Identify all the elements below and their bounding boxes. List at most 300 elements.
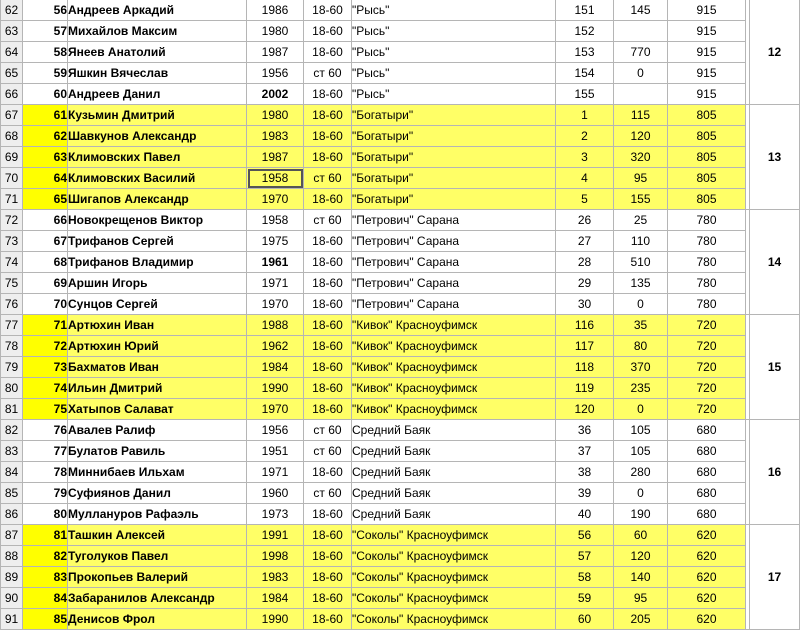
table-row (1, 210, 800, 231)
cell-name[interactable]: Авалев Ралиф (68, 420, 247, 441)
cell-team[interactable]: "Соколы" Красноуфимск (352, 546, 556, 567)
row-header[interactable]: 67 (1, 105, 23, 126)
table-row (1, 315, 800, 336)
cell-number[interactable]: 78 (23, 462, 68, 483)
cell-number[interactable]: 68 (23, 252, 68, 273)
cell-year[interactable]: 1983 (247, 567, 304, 588)
cell-number[interactable]: 84 (23, 588, 68, 609)
cell-team[interactable]: "Петрович" Сарана (352, 294, 556, 315)
cell-team[interactable]: Средний Баяк (352, 462, 556, 483)
table-row (1, 504, 800, 525)
cell-score[interactable]: 280 (614, 462, 668, 483)
cell-category[interactable]: 18-60 (304, 567, 352, 588)
cell-start-number[interactable]: 117 (556, 336, 614, 357)
cell-year[interactable]: 1970 (247, 399, 304, 420)
cell-team-total[interactable]: 620 (668, 588, 746, 609)
cell-team[interactable]: Средний Баяк (352, 483, 556, 504)
cell-team[interactable]: "Петрович" Сарана (352, 252, 556, 273)
cell-team-place[interactable]: 16 (750, 420, 800, 525)
cell-year[interactable]: 1987 (247, 147, 304, 168)
cell-team-total[interactable]: 620 (668, 525, 746, 546)
table-row (1, 231, 800, 252)
cell-name[interactable]: Климовских Василий (68, 168, 247, 189)
table-row (1, 0, 800, 21)
cell-team[interactable]: "Богатыри" (352, 105, 556, 126)
row-header[interactable]: 81 (1, 399, 23, 420)
cell-team-place[interactable]: 13 (750, 105, 800, 210)
cell-start-number[interactable]: 60 (556, 609, 614, 630)
cell-category[interactable]: 18-60 (304, 0, 352, 21)
cell-category[interactable]: 18-60 (304, 357, 352, 378)
cell-team[interactable]: "Соколы" Красноуфимск (352, 525, 556, 546)
cell-category[interactable]: ст 60 (304, 441, 352, 462)
table-row (1, 147, 800, 168)
cell-start-number[interactable]: 120 (556, 399, 614, 420)
table-row (1, 336, 800, 357)
cell-year[interactable]: 1973 (247, 504, 304, 525)
cell-number[interactable]: 83 (23, 567, 68, 588)
row-header[interactable]: 79 (1, 357, 23, 378)
cell-year[interactable]: 1980 (247, 105, 304, 126)
cell-number[interactable]: 60 (23, 84, 68, 105)
cell-number[interactable]: 66 (23, 210, 68, 231)
row-header[interactable]: 90 (1, 588, 23, 609)
cell-team-total[interactable]: 680 (668, 441, 746, 462)
cell-team-total[interactable]: 680 (668, 483, 746, 504)
cell-score[interactable]: 510 (614, 252, 668, 273)
cell-start-number[interactable]: 40 (556, 504, 614, 525)
cell-number[interactable]: 80 (23, 504, 68, 525)
table-row (1, 546, 800, 567)
cell-score[interactable]: 95 (614, 588, 668, 609)
cell-number[interactable]: 79 (23, 483, 68, 504)
cell-team-total[interactable]: 915 (668, 0, 746, 21)
cell-category[interactable]: ст 60 (304, 420, 352, 441)
cell-category[interactable]: 18-60 (304, 105, 352, 126)
row-header[interactable]: 64 (1, 42, 23, 63)
cell-name[interactable]: Забаранилов Александр (68, 588, 247, 609)
cell-team-total[interactable]: 680 (668, 420, 746, 441)
cell-score[interactable]: 155 (614, 189, 668, 210)
row-header[interactable]: 78 (1, 336, 23, 357)
row-header[interactable]: 71 (1, 189, 23, 210)
table-row (1, 105, 800, 126)
row-header[interactable]: 65 (1, 63, 23, 84)
cell-score[interactable]: 110 (614, 231, 668, 252)
cell-start-number[interactable]: 28 (556, 252, 614, 273)
row-header[interactable]: 85 (1, 483, 23, 504)
cell-name[interactable]: Андреев Данил (68, 84, 247, 105)
cell-year[interactable]: 2002 (247, 84, 304, 105)
cell-number[interactable]: 67 (23, 231, 68, 252)
cell-name[interactable]: Сунцов Сергей (68, 294, 247, 315)
row-header[interactable]: 63 (1, 21, 23, 42)
cell-number[interactable]: 63 (23, 147, 68, 168)
cell-score[interactable]: 35 (614, 315, 668, 336)
cell-team-total[interactable]: 915 (668, 21, 746, 42)
cell-number[interactable]: 61 (23, 105, 68, 126)
cell-start-number[interactable]: 59 (556, 588, 614, 609)
cell-team-total[interactable]: 915 (668, 84, 746, 105)
cell-name[interactable]: Артюхин Иван (68, 315, 247, 336)
row-header[interactable]: 88 (1, 546, 23, 567)
cell-start-number[interactable]: 58 (556, 567, 614, 588)
cell-name[interactable]: Новокрещенов Виктор (68, 210, 247, 231)
cell-start-number[interactable]: 30 (556, 294, 614, 315)
cell-start-number[interactable]: 2 (556, 126, 614, 147)
cell-number[interactable]: 81 (23, 525, 68, 546)
cell-start-number[interactable]: 39 (556, 483, 614, 504)
cell-name[interactable]: Артюхин Юрий (68, 336, 247, 357)
cell-number[interactable]: 56 (23, 0, 68, 21)
cell-number[interactable]: 72 (23, 336, 68, 357)
row-header[interactable]: 76 (1, 294, 23, 315)
cell-name[interactable]: Денисов Фрол (68, 609, 247, 630)
cell-team-total[interactable]: 720 (668, 378, 746, 399)
cell-name[interactable]: Прокопьев Валерий (68, 567, 247, 588)
cell-name[interactable]: Михайлов Максим (68, 21, 247, 42)
cell-name[interactable]: Аршин Игорь (68, 273, 247, 294)
cell-score[interactable]: 205 (614, 609, 668, 630)
cell-start-number[interactable]: 38 (556, 462, 614, 483)
cell-team-place[interactable]: 15 (750, 315, 800, 420)
row-header[interactable]: 66 (1, 84, 23, 105)
cell-category[interactable]: ст 60 (304, 483, 352, 504)
cell-category[interactable]: 18-60 (304, 231, 352, 252)
cell-start-number[interactable]: 154 (556, 63, 614, 84)
cell-start-number[interactable]: 3 (556, 147, 614, 168)
cell-year[interactable]: 1991 (247, 525, 304, 546)
cell-score[interactable]: 115 (614, 105, 668, 126)
row-header[interactable]: 86 (1, 504, 23, 525)
cell-name[interactable]: Хатыпов Салават (68, 399, 247, 420)
cell-name[interactable]: Янеев Анатолий (68, 42, 247, 63)
cell-number[interactable]: 65 (23, 189, 68, 210)
cell-number[interactable]: 57 (23, 21, 68, 42)
cell-team-total[interactable]: 680 (668, 462, 746, 483)
cell-year[interactable]: 1998 (247, 546, 304, 567)
row-header[interactable]: 89 (1, 567, 23, 588)
cell-year[interactable]: 1971 (247, 462, 304, 483)
cell-category[interactable]: 18-60 (304, 252, 352, 273)
cell-name[interactable]: Андреев Аркадий (68, 0, 247, 21)
cell-team-total[interactable]: 805 (668, 126, 746, 147)
cell-team[interactable]: "Богатыри" (352, 189, 556, 210)
table-row (1, 357, 800, 378)
cell-start-number[interactable]: 153 (556, 42, 614, 63)
cell-number[interactable]: 71 (23, 315, 68, 336)
cell-team[interactable]: "Петрович" Сарана (352, 231, 556, 252)
cell-year[interactable]: 1984 (247, 357, 304, 378)
selected-cell-year[interactable]: 1958 (247, 168, 304, 189)
cell-category[interactable]: 18-60 (304, 504, 352, 525)
cell-year[interactable]: 1975 (247, 231, 304, 252)
cell-team[interactable]: Средний Баяк (352, 420, 556, 441)
cell-number[interactable]: 75 (23, 399, 68, 420)
table-row (1, 483, 800, 504)
table-row (1, 63, 800, 84)
cell-category[interactable]: 18-60 (304, 21, 352, 42)
row-header[interactable]: 80 (1, 378, 23, 399)
cell-number[interactable]: 62 (23, 126, 68, 147)
cell-score[interactable] (614, 84, 668, 105)
cell-score[interactable]: 135 (614, 273, 668, 294)
cell-category[interactable]: 18-60 (304, 525, 352, 546)
row-header[interactable]: 77 (1, 315, 23, 336)
cell-team-place[interactable]: 17 (750, 525, 800, 630)
cell-category[interactable]: ст 60 (304, 168, 352, 189)
cell-category[interactable]: 18-60 (304, 462, 352, 483)
cell-category[interactable]: 18-60 (304, 189, 352, 210)
cell-start-number[interactable]: 5 (556, 189, 614, 210)
cell-year[interactable]: 1961 (247, 252, 304, 273)
cell-year[interactable]: 1990 (247, 378, 304, 399)
cell-team-total[interactable]: 915 (668, 63, 746, 84)
table-row (1, 588, 800, 609)
cell-start-number[interactable]: 29 (556, 273, 614, 294)
cell-team-total[interactable]: 915 (668, 42, 746, 63)
cell-number[interactable]: 70 (23, 294, 68, 315)
cell-number[interactable]: 76 (23, 420, 68, 441)
cell-score[interactable]: 105 (614, 420, 668, 441)
cell-team-total[interactable]: 780 (668, 294, 746, 315)
cell-team-total[interactable]: 620 (668, 567, 746, 588)
row-header[interactable]: 75 (1, 273, 23, 294)
cell-team[interactable]: "Кивок" Красноуфимск (352, 357, 556, 378)
cell-team[interactable]: "Кивок" Красноуфимск (352, 315, 556, 336)
cell-year[interactable]: 1956 (247, 63, 304, 84)
cell-number[interactable]: 85 (23, 609, 68, 630)
cell-team-total[interactable]: 720 (668, 399, 746, 420)
row-header[interactable]: 73 (1, 231, 23, 252)
cell-team-total[interactable]: 780 (668, 231, 746, 252)
table-row (1, 42, 800, 63)
cell-year[interactable]: 1970 (247, 189, 304, 210)
cell-team-total[interactable]: 780 (668, 252, 746, 273)
row-header[interactable]: 83 (1, 441, 23, 462)
cell-team-total[interactable]: 620 (668, 546, 746, 567)
cell-team-place[interactable]: 14 (750, 210, 800, 315)
cell-score[interactable]: 60 (614, 525, 668, 546)
cell-year[interactable]: 1980 (247, 21, 304, 42)
cell-team[interactable]: "Рысь" (352, 21, 556, 42)
cell-name[interactable]: Миннибаев Ильхам (68, 462, 247, 483)
cell-name[interactable]: Трифанов Сергей (68, 231, 247, 252)
cell-start-number[interactable]: 37 (556, 441, 614, 462)
cell-score[interactable]: 770 (614, 42, 668, 63)
cell-team-total[interactable]: 805 (668, 105, 746, 126)
cell-year[interactable]: 1960 (247, 483, 304, 504)
cell-score[interactable]: 0 (614, 294, 668, 315)
cell-start-number[interactable]: 56 (556, 525, 614, 546)
cell-score[interactable]: 145 (614, 0, 668, 21)
cell-number[interactable]: 59 (23, 63, 68, 84)
cell-score[interactable]: 0 (614, 483, 668, 504)
cell-score[interactable]: 120 (614, 546, 668, 567)
cell-start-number[interactable]: 118 (556, 357, 614, 378)
grid-body (1, 0, 800, 630)
cell-name[interactable]: Булатов Равиль (68, 441, 247, 462)
cell-name[interactable]: Суфиянов Данил (68, 483, 247, 504)
cell-team[interactable]: "Богатыри" (352, 126, 556, 147)
cell-year[interactable]: 1958 (247, 210, 304, 231)
cell-start-number[interactable]: 152 (556, 21, 614, 42)
cell-category[interactable]: 18-60 (304, 399, 352, 420)
cell-number[interactable]: 73 (23, 357, 68, 378)
cell-category[interactable]: ст 60 (304, 210, 352, 231)
cell-team-total[interactable]: 780 (668, 210, 746, 231)
cell-category[interactable]: 18-60 (304, 588, 352, 609)
cell-category[interactable]: 18-60 (304, 546, 352, 567)
cell-team-total[interactable]: 720 (668, 315, 746, 336)
cell-category[interactable]: 18-60 (304, 336, 352, 357)
cell-score[interactable]: 95 (614, 168, 668, 189)
cell-start-number[interactable]: 119 (556, 378, 614, 399)
cell-team[interactable]: "Богатыри" (352, 147, 556, 168)
cell-category[interactable]: 18-60 (304, 609, 352, 630)
cell-team-total[interactable]: 720 (668, 357, 746, 378)
cell-start-number[interactable]: 26 (556, 210, 614, 231)
row-header[interactable]: 74 (1, 252, 23, 273)
cell-year[interactable]: 1988 (247, 315, 304, 336)
cell-score[interactable]: 105 (614, 441, 668, 462)
cell-name[interactable]: Трифанов Владимир (68, 252, 247, 273)
cell-score[interactable]: 80 (614, 336, 668, 357)
cell-number[interactable]: 74 (23, 378, 68, 399)
table-row (1, 441, 800, 462)
cell-year[interactable]: 1986 (247, 0, 304, 21)
cell-category[interactable]: 18-60 (304, 378, 352, 399)
cell-team[interactable]: Средний Баяк (352, 504, 556, 525)
cell-name[interactable]: Шавкунов Александр (68, 126, 247, 147)
cell-score[interactable]: 0 (614, 63, 668, 84)
cell-number[interactable]: 64 (23, 168, 68, 189)
cell-score[interactable]: 140 (614, 567, 668, 588)
cell-team[interactable]: "Петрович" Сарана (352, 273, 556, 294)
cell-start-number[interactable]: 36 (556, 420, 614, 441)
cell-start-number[interactable]: 4 (556, 168, 614, 189)
cell-score[interactable]: 235 (614, 378, 668, 399)
cell-category[interactable]: 18-60 (304, 315, 352, 336)
cell-year[interactable]: 1956 (247, 420, 304, 441)
cell-team[interactable]: "Рысь" (352, 42, 556, 63)
cell-category[interactable]: 18-60 (304, 126, 352, 147)
cell-team-total[interactable]: 805 (668, 147, 746, 168)
cell-name[interactable]: Яшкин Вячеслав (68, 63, 247, 84)
cell-year[interactable]: 1984 (247, 588, 304, 609)
cell-team-total[interactable]: 780 (668, 273, 746, 294)
cell-number[interactable]: 77 (23, 441, 68, 462)
cell-team[interactable]: "Богатыри" (352, 168, 556, 189)
cell-number[interactable]: 82 (23, 546, 68, 567)
cell-team[interactable]: "Рысь" (352, 84, 556, 105)
cell-team[interactable]: "Кивок" Красноуфимск (352, 336, 556, 357)
cell-team[interactable]: "Соколы" Красноуфимск (352, 567, 556, 588)
cell-team[interactable]: "Рысь" (352, 63, 556, 84)
cell-year[interactable]: 1970 (247, 294, 304, 315)
cell-start-number[interactable]: 151 (556, 0, 614, 21)
cell-name[interactable]: Климовских Павел (68, 147, 247, 168)
row-header[interactable]: 84 (1, 462, 23, 483)
cell-year[interactable]: 1951 (247, 441, 304, 462)
cell-start-number[interactable]: 1 (556, 105, 614, 126)
cell-team-total[interactable]: 680 (668, 504, 746, 525)
table-row (1, 399, 800, 420)
cell-name[interactable]: Шигапов Александр (68, 189, 247, 210)
cell-score[interactable]: 25 (614, 210, 668, 231)
row-header[interactable]: 70 (1, 168, 23, 189)
cell-number[interactable]: 58 (23, 42, 68, 63)
cell-score[interactable]: 0 (614, 399, 668, 420)
cell-team[interactable]: "Кивок" Красноуфимск (352, 378, 556, 399)
cell-name[interactable]: Муллануров Рафаэль (68, 504, 247, 525)
cell-year[interactable]: 1962 (247, 336, 304, 357)
cell-score[interactable]: 320 (614, 147, 668, 168)
cell-team[interactable]: "Соколы" Красноуфимск (352, 588, 556, 609)
cell-team[interactable]: "Петрович" Сарана (352, 210, 556, 231)
cell-category[interactable]: 18-60 (304, 147, 352, 168)
cell-year[interactable]: 1971 (247, 273, 304, 294)
cell-name[interactable]: Бахматов Иван (68, 357, 247, 378)
cell-category[interactable]: ст 60 (304, 63, 352, 84)
cell-name[interactable]: Ильин Дмитрий (68, 378, 247, 399)
table-row (1, 609, 800, 630)
cell-start-number[interactable]: 57 (556, 546, 614, 567)
table-row (1, 252, 800, 273)
cell-team[interactable]: Средний Баяк (352, 441, 556, 462)
row-header[interactable]: 68 (1, 126, 23, 147)
table-row (1, 189, 800, 210)
cell-team-place[interactable]: 12 (750, 0, 800, 105)
cell-year[interactable]: 1987 (247, 42, 304, 63)
cell-year[interactable]: 1983 (247, 126, 304, 147)
row-header[interactable]: 87 (1, 525, 23, 546)
row-header[interactable]: 82 (1, 420, 23, 441)
cell-start-number[interactable]: 155 (556, 84, 614, 105)
cell-team-total[interactable]: 805 (668, 189, 746, 210)
cell-number[interactable]: 69 (23, 273, 68, 294)
cell-score[interactable]: 190 (614, 504, 668, 525)
row-header[interactable]: 69 (1, 147, 23, 168)
cell-score[interactable]: 120 (614, 126, 668, 147)
cell-team-total[interactable]: 620 (668, 609, 746, 630)
row-header[interactable]: 62 (1, 0, 23, 21)
cell-category[interactable]: 18-60 (304, 42, 352, 63)
cell-category[interactable]: 18-60 (304, 84, 352, 105)
table-row (1, 126, 800, 147)
cell-year[interactable]: 1990 (247, 609, 304, 630)
cell-category[interactable]: 18-60 (304, 294, 352, 315)
cell-name[interactable]: Туголуков Павел (68, 546, 247, 567)
cell-team[interactable]: "Рысь" (352, 0, 556, 21)
cell-team[interactable]: "Соколы" Красноуфимск (352, 609, 556, 630)
cell-team[interactable]: "Кивок" Красноуфимск (352, 399, 556, 420)
cell-team-total[interactable]: 805 (668, 168, 746, 189)
cell-score[interactable]: 370 (614, 357, 668, 378)
cell-category[interactable]: 18-60 (304, 273, 352, 294)
cell-name[interactable]: Ташкин Алексей (68, 525, 247, 546)
table-row (1, 273, 800, 294)
cell-team-total[interactable]: 720 (668, 336, 746, 357)
table-row (1, 525, 800, 546)
table-row (1, 420, 800, 441)
cell-name[interactable]: Кузьмин Дмитрий (68, 105, 247, 126)
cell-score[interactable] (614, 21, 668, 42)
cell-start-number[interactable]: 116 (556, 315, 614, 336)
row-header[interactable]: 72 (1, 210, 23, 231)
cell-start-number[interactable]: 27 (556, 231, 614, 252)
row-header[interactable]: 91 (1, 609, 23, 630)
